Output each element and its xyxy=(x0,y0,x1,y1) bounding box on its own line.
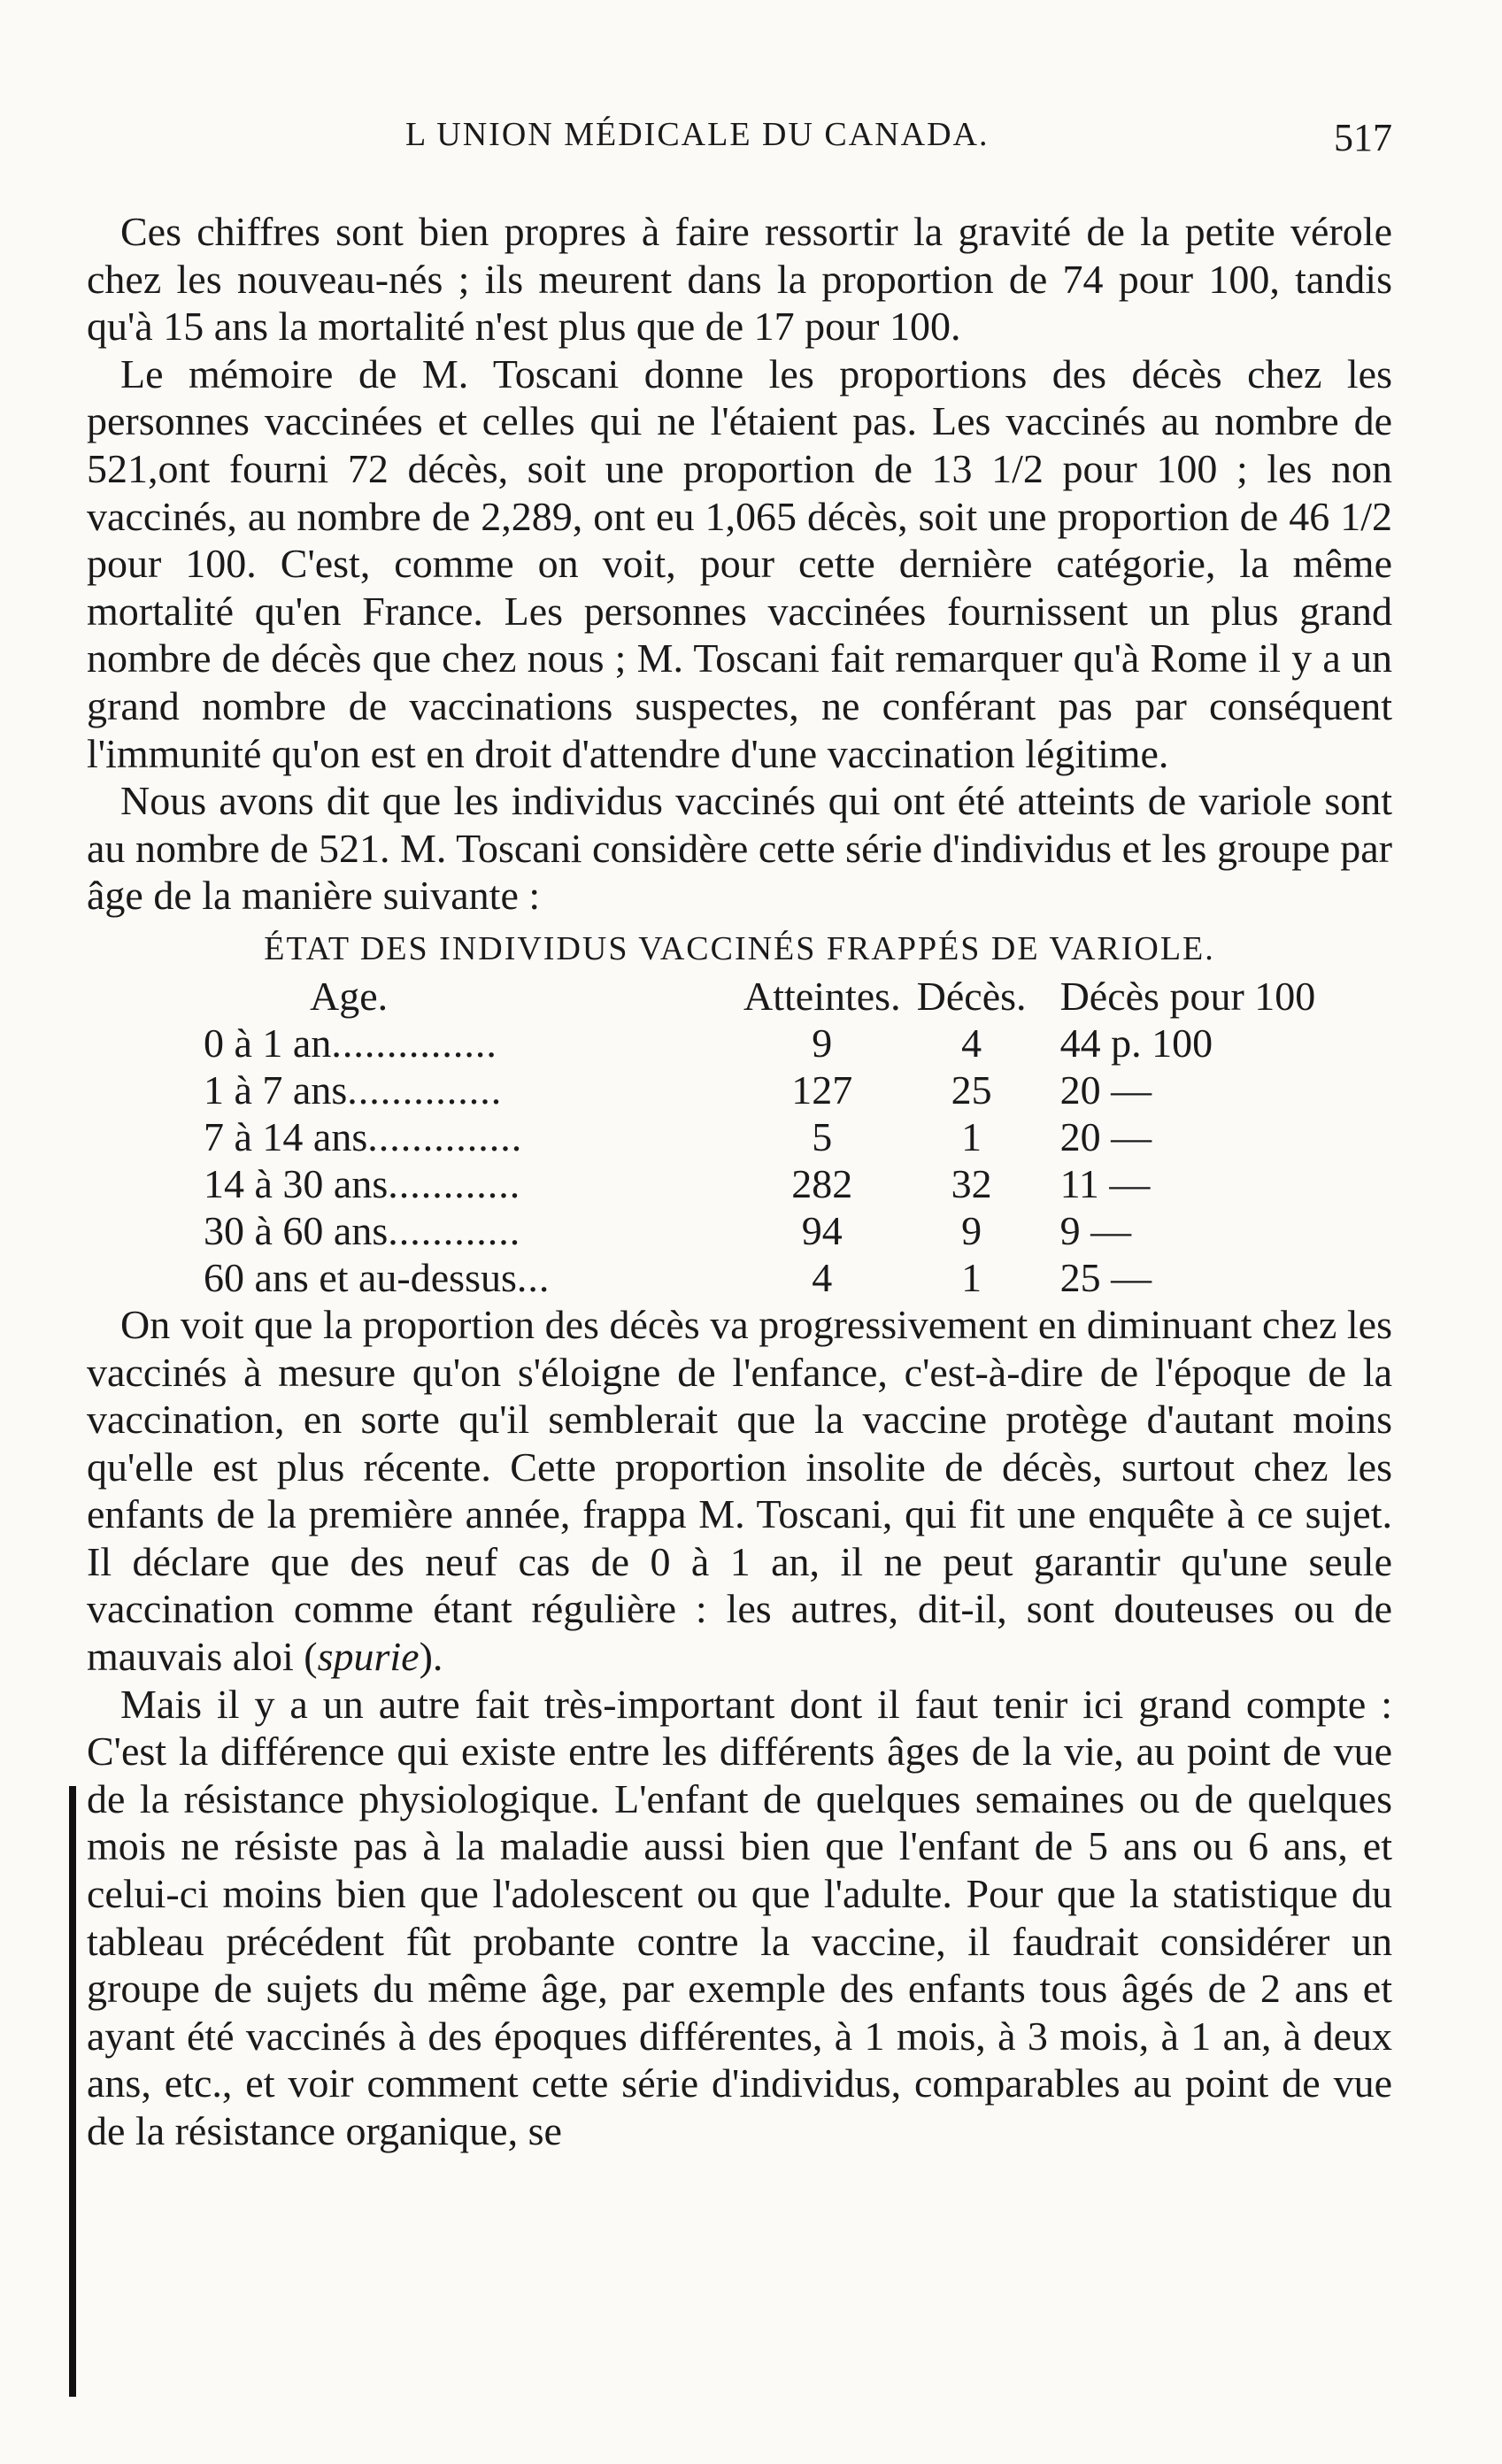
running-header xyxy=(87,115,1392,168)
paragraph xyxy=(87,1301,1392,1681)
deces-cell: 25 xyxy=(951,1066,992,1113)
running-title: L UNION MÉDICALE DU CANADA. xyxy=(405,116,990,153)
atteintes-cell: 4 xyxy=(812,1254,833,1300)
paragraph: Ces chiffres sont bien propres à faire ressortir la gravité de la petite vérole chez les nouveau-nés ; ils meurent dans la proportion de 74 pour 100, tandis qu'à 15 ans la mortalité n'est plus que de 17 pour 100. xyxy=(87,209,1392,350)
age-cell: 7 à 14 ans xyxy=(204,1113,368,1159)
pct-cell: 20 — xyxy=(1059,1113,1152,1159)
age-cell: 0 à 1 an xyxy=(204,1020,332,1066)
paragraph: Mais il y a un autre fait très-important dont il faut tenir ici grand compte : C'est la différence qui existe entre les différents âges de la vie, au point de vue de la résistance physiologique. L'enfant de quelques semaines ou de quelques mois ne résiste pas à la maladie aussi bien que l'enfant de 5 ans ou 6 ans, et celui-ci moins bien que l'adolescent ou que l'adulte. Pour que la statistique du tableau précédent fût probante contre la vaccine, il faudrait considérer un groupe de sujets du même âge, par exemple des enfants tous âgés de 2 ans et ayant été vaccinés à des époques différentes, à 1 mois, à 3 mois, à 1 an, à deux ans, etc., et voir comment cette série d'individus, comparables au point de vue de la résistance organique, se xyxy=(87,1681,1392,2153)
table-row xyxy=(204,1020,1315,1066)
paragraph: Nous avons dit que les individus vaccinés qui ont été atteints de variole sont au nombre de 521. M. Toscani considère cette série d'individus et les groupe par âge de la manière suivante : xyxy=(87,778,1392,919)
leader-dots: .............. xyxy=(367,1113,523,1159)
pct-cell: 9 — xyxy=(1059,1207,1132,1253)
paragraph: Le mémoire de M. Toscani donne les proportions des décès chez les personnes vaccinées et celles qui ne l'étaient pas. Les vaccinés au nombre de 521,ont fourni 72 décès, soit une proportion de 13 1/2 pour 100 ; les non vaccinés, au nombre de 2,289, ont eu 1,065 décès, soit une proportion de 46 1/2 pour 100. C'est, comme on voit, pour cette dernière catégorie, la même mortalité qu'en France. Les personnes vaccinées fournissent un plus grand nombre de décès que chez nous ; M. Toscani fait remarquer qu'à Rome il y a un grand nombre de vaccinations suspectes, ne conférant pas par conséquent l'immunité qu'on est en droit d'attendre d'une vaccination légitime. xyxy=(87,350,1392,776)
column-header-deces: Décès. xyxy=(916,973,1027,1019)
age-cell: 30 à 60 ans xyxy=(204,1207,389,1253)
atteintes-cell: 9 xyxy=(812,1020,833,1066)
paragraph-text-end: ). xyxy=(419,1634,443,1680)
leader-dots: ............ xyxy=(388,1160,521,1206)
table-row xyxy=(204,1254,1315,1301)
leader-dots: .............. xyxy=(347,1066,503,1113)
paragraph-text: On voit que la proportion des décès va progressivement en diminuant chez les vaccinés à mesure qu'on s'éloigne de l'enfance, c'est-à-dire de l'époque de la vaccination, en sorte qu'il semblerait que la vaccine protège d'autant moins qu'elle est plus récente. Cette proportion insolite de décès, surtout chez les enfants de la première année, frappa M. Toscani, qui fit une enquête à ce sujet. Il déclare que des neuf cas de 0 à 1 an, il ne peut garantir qu'une seule vaccination comme étant régulière : les autres, dit-il, sont douteuses ou de mauvais aloi ( xyxy=(87,1301,1392,1680)
table-row xyxy=(204,1160,1315,1207)
atteintes-cell: 282 xyxy=(791,1160,853,1206)
pct-cell: 20 — xyxy=(1059,1066,1152,1113)
deces-cell: 1 xyxy=(961,1254,982,1300)
deces-cell: 9 xyxy=(961,1207,982,1253)
age-cell: 1 à 7 ans xyxy=(204,1066,348,1113)
page-number: 517 xyxy=(1334,116,1392,159)
table-row xyxy=(204,1113,1315,1160)
column-header-pct: Décès pour 100 xyxy=(1059,973,1316,1019)
age-cell: 60 ans et au-dessus xyxy=(204,1254,517,1300)
pct-cell: 11 — xyxy=(1059,1160,1151,1206)
atteintes-cell: 127 xyxy=(791,1066,853,1113)
table-row xyxy=(204,1066,1315,1113)
pct-cell: 44 p. 100 xyxy=(1059,1020,1213,1066)
italic-term: spurie xyxy=(317,1634,420,1680)
atteintes-cell: 5 xyxy=(812,1113,833,1159)
deces-cell: 1 xyxy=(961,1113,982,1159)
pct-cell: 25 — xyxy=(1059,1254,1152,1300)
leader-dots: ... xyxy=(516,1254,551,1300)
body-text xyxy=(87,208,1392,2155)
deces-cell: 32 xyxy=(951,1160,992,1206)
leader-dots: ............ xyxy=(388,1207,521,1253)
deces-cell: 4 xyxy=(961,1020,982,1066)
column-header-age: Age. xyxy=(310,973,389,1019)
leader-dots: ............... xyxy=(331,1020,497,1066)
age-cell: 14 à 30 ans xyxy=(204,1160,389,1206)
table-title: ÉTAT DES INDIVIDUS VACCINÉS FRAPPÉS DE VARIOLE. xyxy=(264,929,1215,967)
table-header-row xyxy=(204,973,1315,1020)
table-row xyxy=(204,1207,1315,1254)
margin-rule xyxy=(69,1786,76,2397)
column-header-atteintes: Atteintes. xyxy=(743,973,901,1019)
atteintes-cell: 94 xyxy=(801,1207,843,1253)
variole-table xyxy=(204,973,1315,1301)
